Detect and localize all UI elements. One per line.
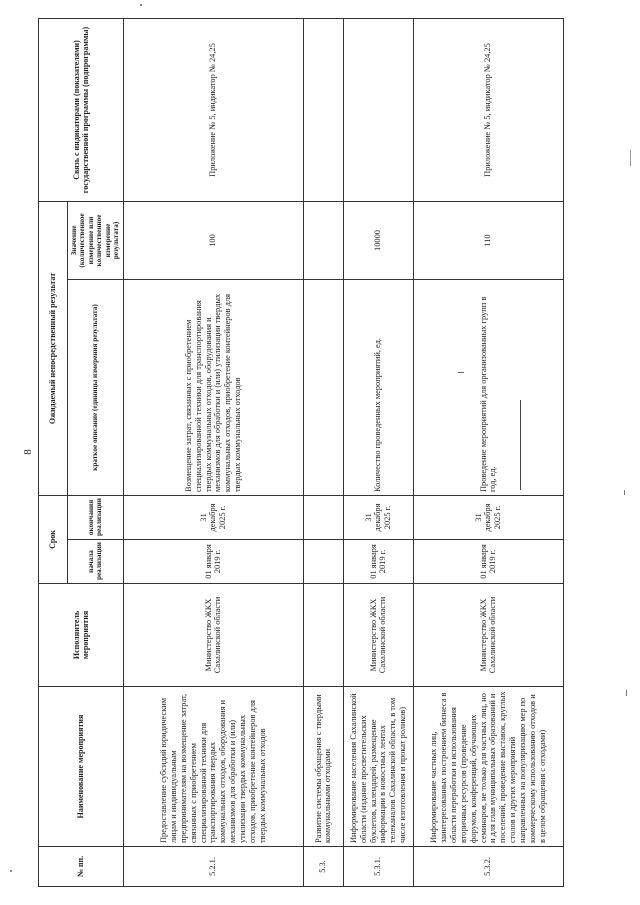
row-name: Развитие системы обращения с твердыми коммунальными отходами xyxy=(303,687,343,847)
row-name: Информирование населения Сахалинской области (издание просветительских буклетов, календарей, размещение информации в новостных лентах телеканалов Сахалинской области, в том числе изготовления и прокат роликов) xyxy=(343,687,413,847)
scan-tick-mark xyxy=(626,690,627,696)
header-term-start: начала реализации xyxy=(68,540,124,584)
row-name: Предоставление субсидий юридическим лицам и индивидуальным предпринимателям на возмещение затрат, связанных с приобретением специализированной техники для транспортирования твердых коммунальных отходов, оборудования и механизмов для обработки и (или) утилизации твердых коммунальных отходов, приобретение контейнеров для твердых коммунальных отходов xyxy=(123,687,303,847)
table-row xyxy=(123,19,303,887)
scan-dot-mark xyxy=(140,4,142,6)
measures-table xyxy=(38,18,564,887)
row-result: Возмещение затрат, связанных с приобретением специализированной техники для транспортирования твердых коммунальных отходов, оборудования и механизмов для обработки и (или) утилизации твердых коммунальных отходов, приобретение контейнеров для твердых коммунальных отходов xyxy=(123,280,303,496)
table-row xyxy=(343,19,413,887)
row-end: 31 декабря 2025 г. xyxy=(413,496,563,540)
header-term: Срок xyxy=(39,496,68,584)
row-value: 100 xyxy=(123,202,303,280)
row-executor: Министерство ЖКХ Сахалинской области xyxy=(413,584,563,687)
row-start: 01 января 2019 г. xyxy=(343,540,413,584)
row-link: Приложение № 5, индикатор № 24,25 xyxy=(123,19,303,202)
row-value: 110 xyxy=(413,202,563,280)
header-term-end: окончания реализации xyxy=(68,496,124,540)
table-row xyxy=(413,19,563,887)
row-num: 5.3. xyxy=(303,847,343,887)
row-result xyxy=(303,280,343,496)
table-header-row xyxy=(39,19,68,887)
row-result: Количество проведенных мероприятий, ед. xyxy=(343,280,413,496)
header-result-desc: краткое описание (единицы измерения результата) xyxy=(68,280,124,496)
row-end: 31 декабря 2025 г. xyxy=(343,496,413,540)
header-result: Ожидаемый непосредственный результат xyxy=(39,202,68,496)
row-start: 01 января 2019 г. xyxy=(123,540,303,584)
scan-scribble-mark xyxy=(458,372,464,373)
row-link: Приложение № 5, индикатор № 24,25 xyxy=(413,19,563,202)
row-result: Проведение мероприятий для организованных групп в год, ед. xyxy=(413,280,563,496)
header-link: Связь с индикаторами (показателями) государственной программы (подпрограммы) xyxy=(39,19,124,202)
row-start xyxy=(303,540,343,584)
row-executor: Министерство ЖКХ Сахалинской области xyxy=(123,584,303,687)
row-link xyxy=(303,19,343,202)
row-num: 5.2.1. xyxy=(123,847,303,887)
scan-dash-mark xyxy=(630,150,631,166)
header-result-value: Значение (количественное измерение или количественное измерение результата) xyxy=(68,202,124,280)
row-end xyxy=(303,496,343,540)
scan-line-mark xyxy=(520,400,521,490)
row-end: 31 декабря 2025 г. xyxy=(123,496,303,540)
row-link xyxy=(343,19,413,202)
row-value: 10000 xyxy=(343,202,413,280)
row-num: 5.3.1. xyxy=(343,847,413,887)
rotated-page xyxy=(20,17,620,887)
row-num: 5.3.2. xyxy=(413,847,563,887)
header-name: Наименование мероприятия xyxy=(39,687,124,847)
scan-dot-mark xyxy=(10,870,12,872)
header-executor: Исполнитель мероприятия xyxy=(39,584,124,687)
row-start: 01 января 2019 г. xyxy=(413,540,563,584)
page-number: 8 xyxy=(22,449,34,455)
row-executor: Министерство ЖКХ Сахалинской области xyxy=(343,584,413,687)
scan-tick-mark xyxy=(624,490,625,495)
row-value xyxy=(303,202,343,280)
row-executor xyxy=(303,584,343,687)
header-num: № пп. xyxy=(39,847,124,887)
table-row xyxy=(303,19,343,887)
row-name: Информирование частных лиц, заинтересованных построением бизнеса в области переработки и использования вторичных ресурсов (проведение форумов, конференций, обучающих семинаров, не только для частных лиц, но и для глав муниципальных образований и поселений, проведение выставок, круглых столов и других мероприятий направленных на популяризацию мер по коммерческому использованию отходов и в целом обращения с отходами) xyxy=(413,687,563,847)
